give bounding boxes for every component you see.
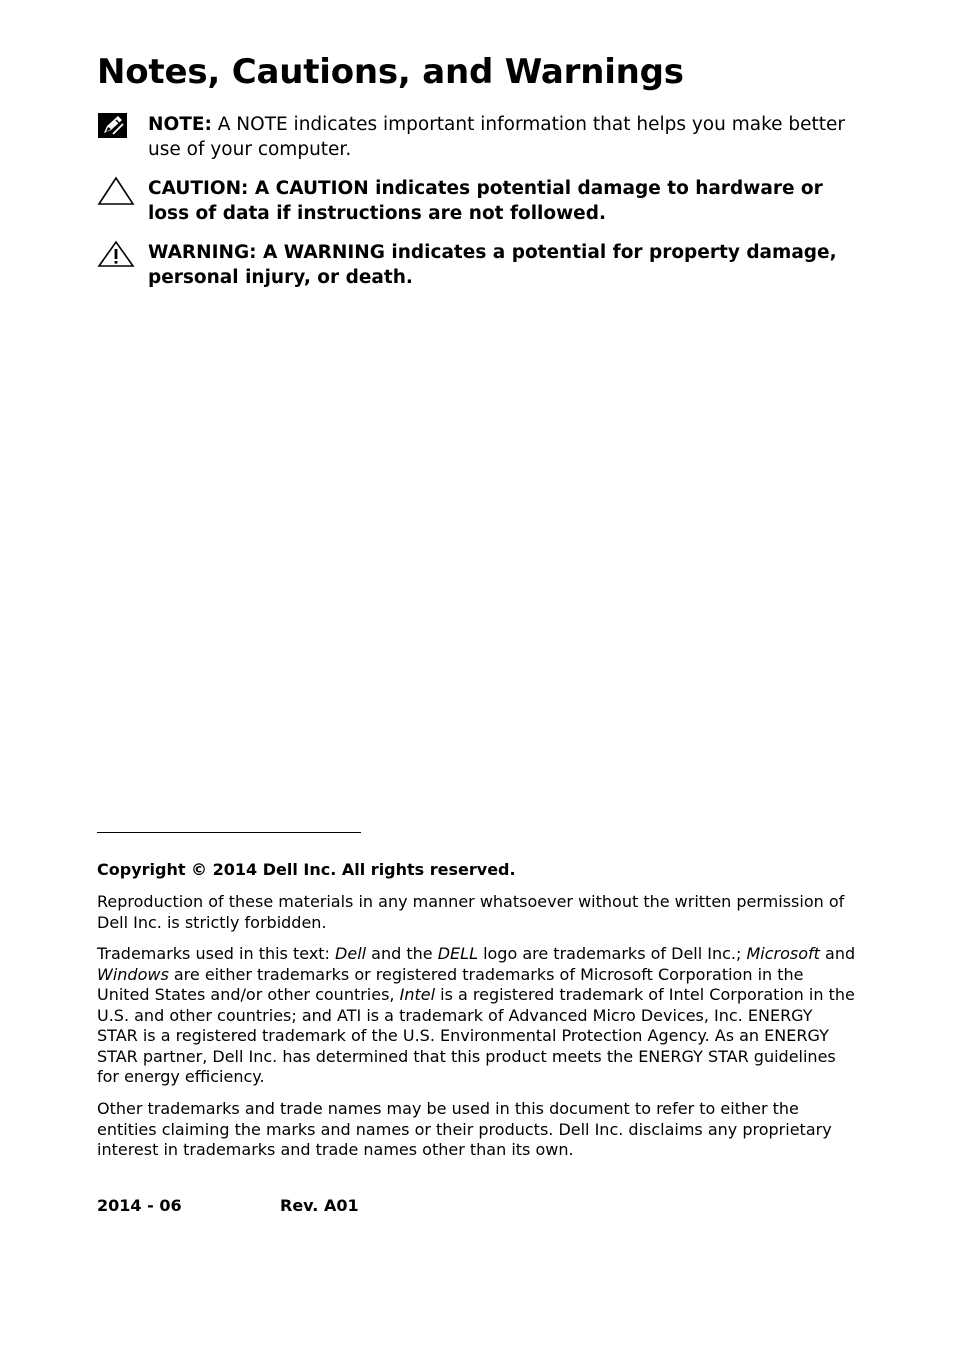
tm-text: and the: [366, 944, 438, 963]
note-label: NOTE:: [148, 114, 212, 135]
tm-text: are either trademarks or registered trademarks of Microsoft Corporation in the United States and/or other countries,: [97, 964, 804, 1004]
revision-label: Rev. A01: [280, 1196, 359, 1215]
tm-dell-logo: DELL: [437, 944, 478, 963]
other-trademarks-paragraph: Other trademarks and trade names may be used in this document to refer to either the entities claiming the marks and names or their products. Dell Inc. disclaims any proprietary interest in trademarks and trade names other than its own.: [97, 1099, 832, 1159]
reproduction-paragraph: Reproduction of these materials in any manner whatsoever without the written permission of Dell Inc. is strictly forbidden.: [97, 892, 845, 932]
note-text: [148, 112, 858, 162]
pencil-note-icon: [97, 112, 129, 144]
page-title: Notes, Cautions, and Warnings: [97, 52, 684, 92]
section-divider: [97, 832, 361, 833]
publication-date: 2014 - 06: [97, 1196, 182, 1215]
tm-text: Trademarks used in this text:: [97, 944, 336, 963]
tm-text: logo are trademarks of Dell Inc.;: [477, 944, 747, 963]
warning-triangle-icon: [97, 240, 135, 272]
tm-dell: Dell: [335, 944, 367, 963]
tm-text: and: [819, 944, 856, 963]
tm-intel: Intel: [399, 985, 436, 1004]
tm-microsoft: Microsoft: [746, 944, 820, 963]
tm-text: is a registered trademark of Intel Corporation in the U.S. and other countries; and ATI is a trademark of Advanced Micro Devices, Inc. ENERGY STAR is a registered trademark of the U.S. Environmental Protection Agency. As an ENERGY STAR partner, Dell Inc. has determined that this product meets the ENERGY STAR guidelines for energy efficiency.: [97, 985, 855, 1086]
note-body: A NOTE indicates important information that helps you make better use of your computer.: [148, 114, 846, 160]
trademarks-paragraph: [97, 944, 857, 1088]
copyright-line: Copyright © 2014 Dell Inc. All rights reserved.: [97, 860, 516, 879]
caution-triangle-icon: [97, 176, 135, 210]
tm-windows: Windows: [97, 964, 169, 984]
caution-text: CAUTION: A CAUTION indicates potential damage to hardware or loss of data if instructions are not followed.: [148, 178, 823, 224]
warning-text: WARNING: A WARNING indicates a potential for property damage, personal injury, or death.: [148, 242, 837, 288]
